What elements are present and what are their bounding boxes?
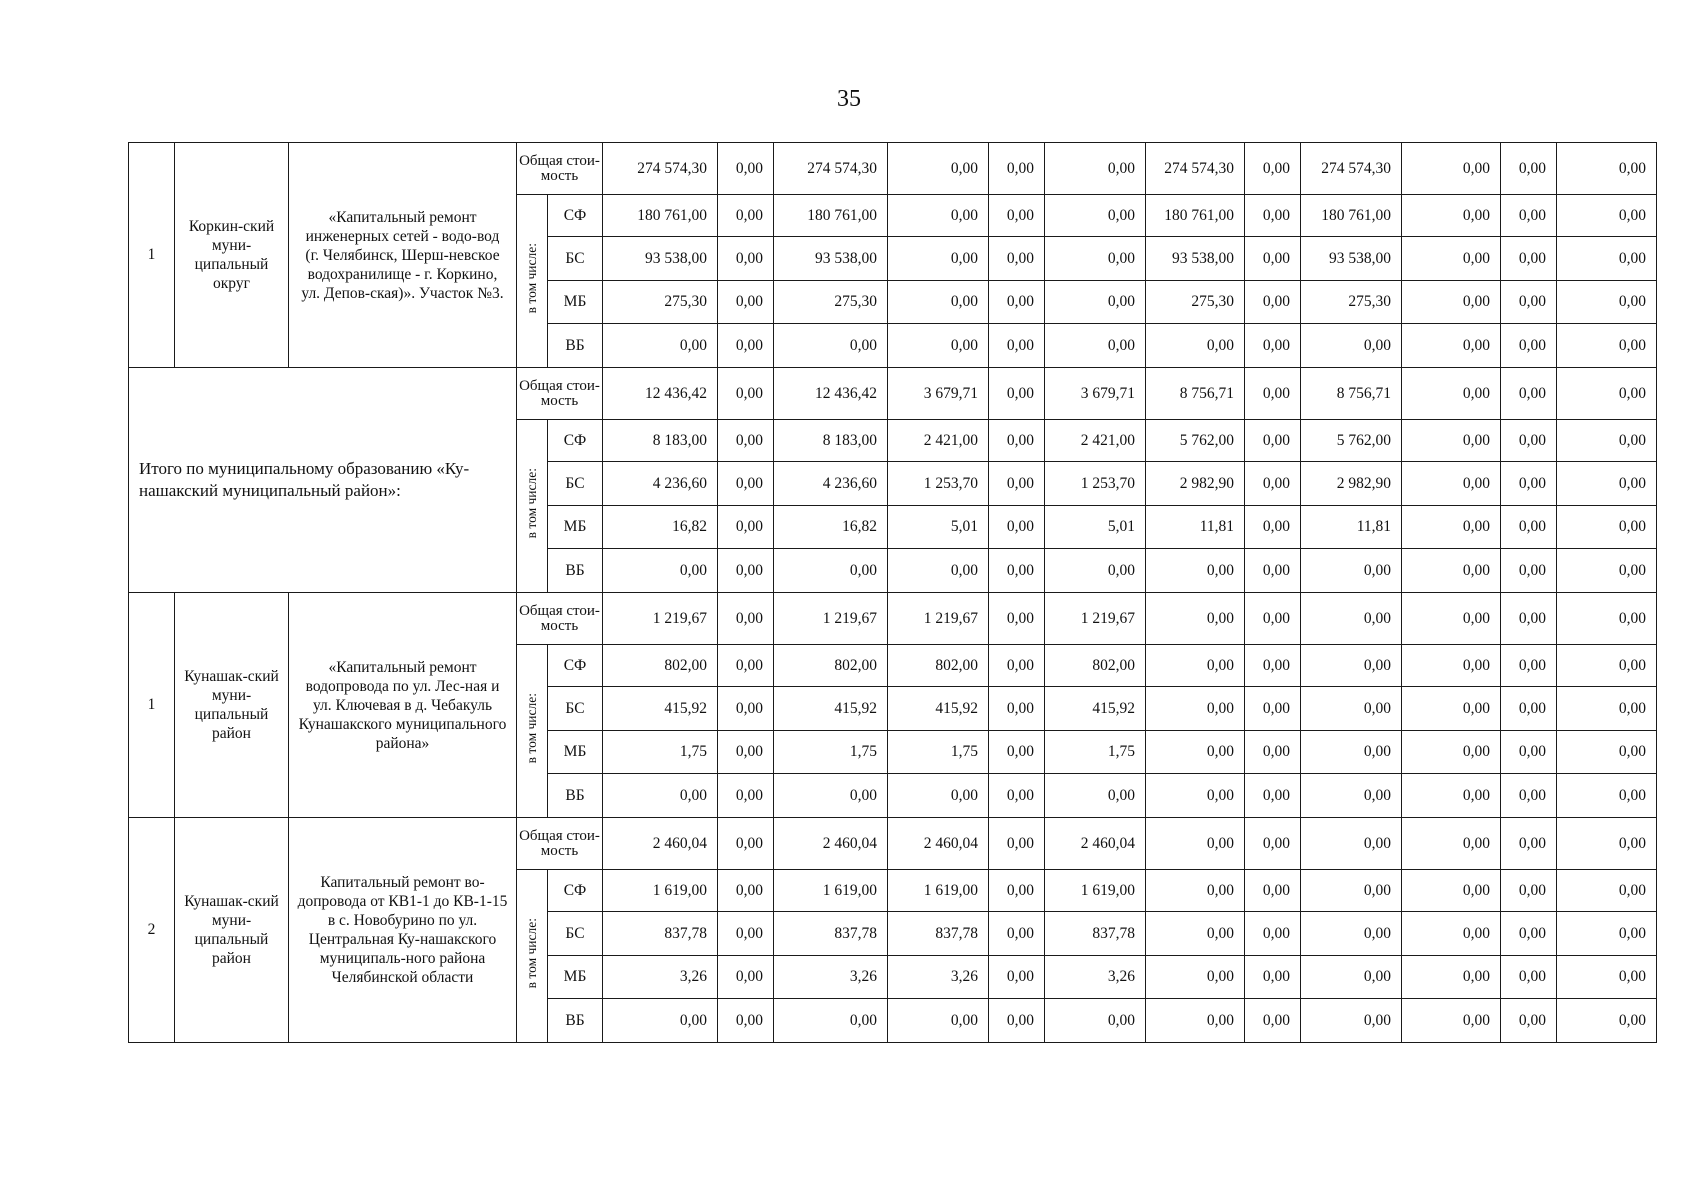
value-cell: 0,00: [989, 462, 1045, 506]
value-cell: 0,00: [603, 549, 718, 593]
value-cell: 0,00: [1045, 237, 1146, 281]
value-cell: 0,00: [1402, 999, 1501, 1043]
value-cell: 0,00: [989, 687, 1045, 731]
value-cell: 0,00: [888, 774, 989, 818]
municipality-name: Кунашак-ский муни-ципальный район: [175, 593, 289, 818]
funding-source-label: БС: [548, 237, 603, 281]
value-cell: 0,00: [1402, 593, 1501, 645]
value-cell: 0,00: [1402, 687, 1501, 731]
including-text: в том числе:: [524, 918, 539, 989]
table-row: [129, 593, 1657, 645]
value-cell: 0,00: [1245, 549, 1301, 593]
value-cell: 0,00: [718, 368, 774, 420]
value-cell: 2 460,04: [774, 818, 888, 870]
value-cell: 0,00: [1557, 645, 1657, 687]
value-cell: 274 574,30: [1301, 143, 1402, 195]
value-cell: 0,00: [1501, 281, 1557, 324]
value-cell: 0,00: [1146, 956, 1245, 999]
including-label: [517, 195, 548, 368]
value-cell: 0,00: [1402, 143, 1501, 195]
page-number: 35: [837, 86, 861, 112]
value-cell: 0,00: [888, 143, 989, 195]
value-cell: 5 762,00: [1146, 420, 1245, 462]
value-cell: 0,00: [1501, 731, 1557, 774]
value-cell: 0,00: [989, 999, 1045, 1043]
funding-source-label: ВБ: [548, 324, 603, 368]
value-cell: 0,00: [1557, 420, 1657, 462]
value-cell: 0,00: [989, 143, 1045, 195]
value-cell: 0,00: [1245, 956, 1301, 999]
value-cell: 0,00: [1146, 870, 1245, 912]
value-cell: 0,00: [1557, 818, 1657, 870]
value-cell: 0,00: [1245, 731, 1301, 774]
value-cell: 0,00: [718, 324, 774, 368]
row-index: 1: [129, 143, 175, 368]
value-cell: 1 619,00: [1045, 870, 1146, 912]
value-cell: 0,00: [718, 506, 774, 549]
value-cell: 0,00: [1245, 593, 1301, 645]
value-cell: 0,00: [774, 999, 888, 1043]
value-cell: 0,00: [989, 281, 1045, 324]
value-cell: 0,00: [1402, 549, 1501, 593]
value-cell: 3,26: [774, 956, 888, 999]
value-cell: 0,00: [989, 506, 1045, 549]
value-cell: 0,00: [1245, 506, 1301, 549]
value-cell: 0,00: [1245, 195, 1301, 237]
value-cell: 0,00: [888, 324, 989, 368]
funding-source-label: МБ: [548, 956, 603, 999]
value-cell: 0,00: [1557, 774, 1657, 818]
value-cell: 1 219,67: [774, 593, 888, 645]
value-cell: 0,00: [888, 999, 989, 1043]
value-cell: 0,00: [1402, 420, 1501, 462]
value-cell: 0,00: [1402, 506, 1501, 549]
value-cell: 0,00: [718, 818, 774, 870]
value-cell: 0,00: [1301, 774, 1402, 818]
value-cell: 180 761,00: [603, 195, 718, 237]
value-cell: 0,00: [989, 731, 1045, 774]
value-cell: 0,00: [1557, 195, 1657, 237]
value-cell: 0,00: [718, 237, 774, 281]
value-cell: 0,00: [1557, 912, 1657, 956]
value-cell: 1 253,70: [1045, 462, 1146, 506]
value-cell: 1 619,00: [774, 870, 888, 912]
value-cell: 0,00: [888, 281, 989, 324]
value-cell: 0,00: [1501, 999, 1557, 1043]
value-cell: 0,00: [1557, 956, 1657, 999]
value-cell: 0,00: [888, 549, 989, 593]
value-cell: 0,00: [718, 462, 774, 506]
value-cell: 0,00: [718, 195, 774, 237]
value-cell: 0,00: [1301, 687, 1402, 731]
value-cell: 0,00: [1501, 368, 1557, 420]
value-cell: 837,78: [888, 912, 989, 956]
value-cell: 0,00: [1557, 999, 1657, 1043]
funding-source-label: ВБ: [548, 999, 603, 1043]
value-cell: 274 574,30: [1146, 143, 1245, 195]
total-cost-label: Общая стои-мость: [517, 143, 603, 195]
value-cell: 0,00: [1402, 870, 1501, 912]
value-cell: 275,30: [1301, 281, 1402, 324]
value-cell: 0,00: [888, 195, 989, 237]
value-cell: 1 219,67: [888, 593, 989, 645]
value-cell: 2 460,04: [1045, 818, 1146, 870]
value-cell: 0,00: [1245, 324, 1301, 368]
value-cell: 0,00: [1501, 774, 1557, 818]
value-cell: 0,00: [718, 645, 774, 687]
value-cell: 0,00: [718, 281, 774, 324]
value-cell: 0,00: [1501, 462, 1557, 506]
value-cell: 8 183,00: [603, 420, 718, 462]
value-cell: 180 761,00: [774, 195, 888, 237]
value-cell: 0,00: [1557, 368, 1657, 420]
value-cell: 0,00: [1146, 687, 1245, 731]
value-cell: 2 421,00: [888, 420, 989, 462]
value-cell: 0,00: [989, 368, 1045, 420]
value-cell: 16,82: [774, 506, 888, 549]
value-cell: 0,00: [1501, 912, 1557, 956]
funding-source-label: ВБ: [548, 549, 603, 593]
value-cell: 8 756,71: [1301, 368, 1402, 420]
value-cell: 11,81: [1146, 506, 1245, 549]
value-cell: 0,00: [1301, 731, 1402, 774]
value-cell: 0,00: [989, 324, 1045, 368]
value-cell: 0,00: [1301, 645, 1402, 687]
including-text: в том числе:: [524, 468, 539, 539]
value-cell: 0,00: [1402, 645, 1501, 687]
value-cell: 93 538,00: [774, 237, 888, 281]
value-cell: 0,00: [1501, 506, 1557, 549]
value-cell: 11,81: [1301, 506, 1402, 549]
value-cell: 0,00: [1045, 549, 1146, 593]
total-cost-label: Общая стои-мость: [517, 818, 603, 870]
value-cell: 0,00: [1501, 645, 1557, 687]
value-cell: 1,75: [774, 731, 888, 774]
value-cell: 0,00: [1501, 687, 1557, 731]
value-cell: 93 538,00: [1301, 237, 1402, 281]
value-cell: 0,00: [1501, 143, 1557, 195]
value-cell: 0,00: [718, 420, 774, 462]
value-cell: 3,26: [888, 956, 989, 999]
funding-source-label: МБ: [548, 506, 603, 549]
value-cell: 0,00: [1402, 818, 1501, 870]
value-cell: 0,00: [1557, 281, 1657, 324]
value-cell: 0,00: [718, 549, 774, 593]
value-cell: 0,00: [1245, 645, 1301, 687]
value-cell: 2 982,90: [1301, 462, 1402, 506]
value-cell: 802,00: [774, 645, 888, 687]
value-cell: 8 183,00: [774, 420, 888, 462]
value-cell: 0,00: [1245, 462, 1301, 506]
value-cell: 0,00: [989, 870, 1045, 912]
value-cell: 2 460,04: [888, 818, 989, 870]
value-cell: 0,00: [1146, 324, 1245, 368]
value-cell: 275,30: [603, 281, 718, 324]
value-cell: 0,00: [1557, 593, 1657, 645]
value-cell: 415,92: [603, 687, 718, 731]
value-cell: 0,00: [718, 731, 774, 774]
including-label: [517, 870, 548, 1043]
value-cell: 0,00: [1146, 549, 1245, 593]
total-cost-label: Общая стои-мость: [517, 593, 603, 645]
value-cell: 274 574,30: [774, 143, 888, 195]
value-cell: 93 538,00: [1146, 237, 1245, 281]
row-index: 1: [129, 593, 175, 818]
including-label: [517, 645, 548, 818]
value-cell: 0,00: [718, 143, 774, 195]
value-cell: 837,78: [1045, 912, 1146, 956]
value-cell: 0,00: [1045, 281, 1146, 324]
budget-table: [128, 142, 1657, 1043]
value-cell: 0,00: [1146, 818, 1245, 870]
value-cell: 0,00: [1301, 593, 1402, 645]
value-cell: 0,00: [1402, 324, 1501, 368]
table-row: [129, 143, 1657, 195]
project-name: Капитальный ремонт во-допровода от КВ1-1 до КВ-1-15 в с. Новобурино по ул. Центральная Ку-нашакского муниципаль-ного района Челябинской области: [289, 818, 517, 1043]
value-cell: 0,00: [1557, 506, 1657, 549]
value-cell: 0,00: [1402, 912, 1501, 956]
value-cell: 0,00: [1045, 999, 1146, 1043]
including-text: в том числе:: [524, 243, 539, 314]
value-cell: 0,00: [1557, 549, 1657, 593]
value-cell: 0,00: [1501, 237, 1557, 281]
value-cell: 0,00: [774, 774, 888, 818]
value-cell: 0,00: [989, 912, 1045, 956]
value-cell: 0,00: [1045, 195, 1146, 237]
value-cell: 0,00: [1146, 645, 1245, 687]
value-cell: 1 619,00: [603, 870, 718, 912]
value-cell: 0,00: [1402, 195, 1501, 237]
value-cell: 1,75: [888, 731, 989, 774]
value-cell: 0,00: [1146, 999, 1245, 1043]
funding-source-label: БС: [548, 687, 603, 731]
funding-source-label: СФ: [548, 420, 603, 462]
table-row: [129, 368, 1657, 420]
value-cell: 0,00: [603, 774, 718, 818]
value-cell: 0,00: [1245, 774, 1301, 818]
value-cell: 180 761,00: [1146, 195, 1245, 237]
value-cell: 0,00: [718, 593, 774, 645]
value-cell: 0,00: [1501, 818, 1557, 870]
value-cell: 2 982,90: [1146, 462, 1245, 506]
value-cell: 0,00: [1501, 549, 1557, 593]
value-cell: 0,00: [1501, 870, 1557, 912]
value-cell: 0,00: [1402, 237, 1501, 281]
value-cell: 0,00: [989, 645, 1045, 687]
municipality-name: Кунашак-ский муни-ципальный район: [175, 818, 289, 1043]
value-cell: 0,00: [1301, 324, 1402, 368]
value-cell: 12 436,42: [774, 368, 888, 420]
value-cell: 0,00: [1146, 912, 1245, 956]
value-cell: 802,00: [888, 645, 989, 687]
value-cell: 0,00: [774, 549, 888, 593]
value-cell: 0,00: [718, 687, 774, 731]
value-cell: 1 619,00: [888, 870, 989, 912]
value-cell: 0,00: [1301, 999, 1402, 1043]
value-cell: 0,00: [1245, 281, 1301, 324]
value-cell: 2 460,04: [603, 818, 718, 870]
including-text: в том числе:: [524, 693, 539, 764]
value-cell: 0,00: [1501, 593, 1557, 645]
value-cell: 0,00: [603, 999, 718, 1043]
value-cell: 837,78: [774, 912, 888, 956]
value-cell: 0,00: [1245, 143, 1301, 195]
value-cell: 3 679,71: [1045, 368, 1146, 420]
value-cell: 0,00: [718, 999, 774, 1043]
value-cell: 180 761,00: [1301, 195, 1402, 237]
value-cell: 1 219,67: [603, 593, 718, 645]
value-cell: 275,30: [774, 281, 888, 324]
value-cell: 0,00: [1402, 731, 1501, 774]
value-cell: 0,00: [1245, 999, 1301, 1043]
value-cell: 0,00: [989, 549, 1045, 593]
value-cell: 0,00: [1301, 870, 1402, 912]
funding-source-label: СФ: [548, 645, 603, 687]
value-cell: 4 236,60: [603, 462, 718, 506]
value-cell: 0,00: [989, 420, 1045, 462]
value-cell: 5 762,00: [1301, 420, 1402, 462]
value-cell: 0,00: [1557, 731, 1657, 774]
funding-source-label: МБ: [548, 281, 603, 324]
value-cell: 802,00: [1045, 645, 1146, 687]
value-cell: 0,00: [1557, 870, 1657, 912]
value-cell: 3,26: [603, 956, 718, 999]
value-cell: 0,00: [1501, 420, 1557, 462]
value-cell: 93 538,00: [603, 237, 718, 281]
value-cell: 0,00: [1245, 818, 1301, 870]
value-cell: 274 574,30: [603, 143, 718, 195]
value-cell: 275,30: [1146, 281, 1245, 324]
value-cell: 0,00: [1301, 956, 1402, 999]
including-label: [517, 420, 548, 593]
row-index: 2: [129, 818, 175, 1043]
value-cell: 0,00: [1146, 731, 1245, 774]
funding-source-label: БС: [548, 912, 603, 956]
table-row: [129, 818, 1657, 870]
value-cell: 0,00: [1402, 281, 1501, 324]
value-cell: 2 421,00: [1045, 420, 1146, 462]
value-cell: 0,00: [989, 818, 1045, 870]
value-cell: 1,75: [603, 731, 718, 774]
funding-source-label: МБ: [548, 731, 603, 774]
value-cell: 5,01: [1045, 506, 1146, 549]
value-cell: 0,00: [718, 912, 774, 956]
value-cell: 1 253,70: [888, 462, 989, 506]
value-cell: 3 679,71: [888, 368, 989, 420]
value-cell: 0,00: [718, 956, 774, 999]
value-cell: 0,00: [989, 593, 1045, 645]
value-cell: 0,00: [1245, 237, 1301, 281]
funding-source-label: СФ: [548, 870, 603, 912]
value-cell: 0,00: [774, 324, 888, 368]
municipality-name: Коркин-ский муни-ципальный округ: [175, 143, 289, 368]
value-cell: 1,75: [1045, 731, 1146, 774]
value-cell: 0,00: [1245, 912, 1301, 956]
value-cell: 0,00: [1557, 462, 1657, 506]
value-cell: 0,00: [989, 956, 1045, 999]
value-cell: 802,00: [603, 645, 718, 687]
value-cell: 0,00: [1402, 368, 1501, 420]
value-cell: 0,00: [888, 237, 989, 281]
value-cell: 0,00: [1301, 549, 1402, 593]
value-cell: 0,00: [1045, 324, 1146, 368]
value-cell: 0,00: [1402, 956, 1501, 999]
value-cell: 0,00: [989, 237, 1045, 281]
funding-source-label: ВБ: [548, 774, 603, 818]
project-name: «Капитальный ремонт инженерных сетей - водо-вод (г. Челябинск, Шерш-невское водохранилище - г. Коркино, ул. Депов-ская)». Участок №3.: [289, 143, 517, 368]
value-cell: 0,00: [603, 324, 718, 368]
value-cell: 4 236,60: [774, 462, 888, 506]
value-cell: 0,00: [1501, 195, 1557, 237]
summary-label: Итого по муниципальному образованию «Ку-нашакский муниципальный район»:: [129, 368, 517, 593]
value-cell: 837,78: [603, 912, 718, 956]
value-cell: 0,00: [1501, 324, 1557, 368]
value-cell: 0,00: [718, 870, 774, 912]
value-cell: 0,00: [989, 774, 1045, 818]
value-cell: 8 756,71: [1146, 368, 1245, 420]
value-cell: 0,00: [1557, 324, 1657, 368]
value-cell: 0,00: [718, 774, 774, 818]
value-cell: 5,01: [888, 506, 989, 549]
value-cell: 0,00: [1301, 912, 1402, 956]
funding-source-label: СФ: [548, 195, 603, 237]
value-cell: 0,00: [1557, 687, 1657, 731]
value-cell: 0,00: [1245, 420, 1301, 462]
value-cell: 0,00: [1146, 774, 1245, 818]
value-cell: 0,00: [1146, 593, 1245, 645]
value-cell: 0,00: [1501, 956, 1557, 999]
value-cell: 0,00: [1245, 870, 1301, 912]
value-cell: 12 436,42: [603, 368, 718, 420]
value-cell: 0,00: [989, 195, 1045, 237]
funding-source-label: БС: [548, 462, 603, 506]
value-cell: 0,00: [1301, 818, 1402, 870]
value-cell: 3,26: [1045, 956, 1146, 999]
total-cost-label: Общая стои-мость: [517, 368, 603, 420]
value-cell: 0,00: [1245, 368, 1301, 420]
value-cell: 0,00: [1045, 774, 1146, 818]
value-cell: 16,82: [603, 506, 718, 549]
value-cell: 0,00: [1557, 237, 1657, 281]
value-cell: 0,00: [1245, 687, 1301, 731]
value-cell: 0,00: [1557, 143, 1657, 195]
value-cell: 0,00: [1045, 143, 1146, 195]
project-name: «Капитальный ремонт водопровода по ул. Лес-ная и ул. Ключевая в д. Чебакуль Кунашакского муниципального района»: [289, 593, 517, 818]
value-cell: 415,92: [1045, 687, 1146, 731]
value-cell: 0,00: [1402, 774, 1501, 818]
value-cell: 415,92: [888, 687, 989, 731]
value-cell: 1 219,67: [1045, 593, 1146, 645]
value-cell: 0,00: [1402, 462, 1501, 506]
value-cell: 415,92: [774, 687, 888, 731]
table-body: [129, 143, 1657, 1043]
